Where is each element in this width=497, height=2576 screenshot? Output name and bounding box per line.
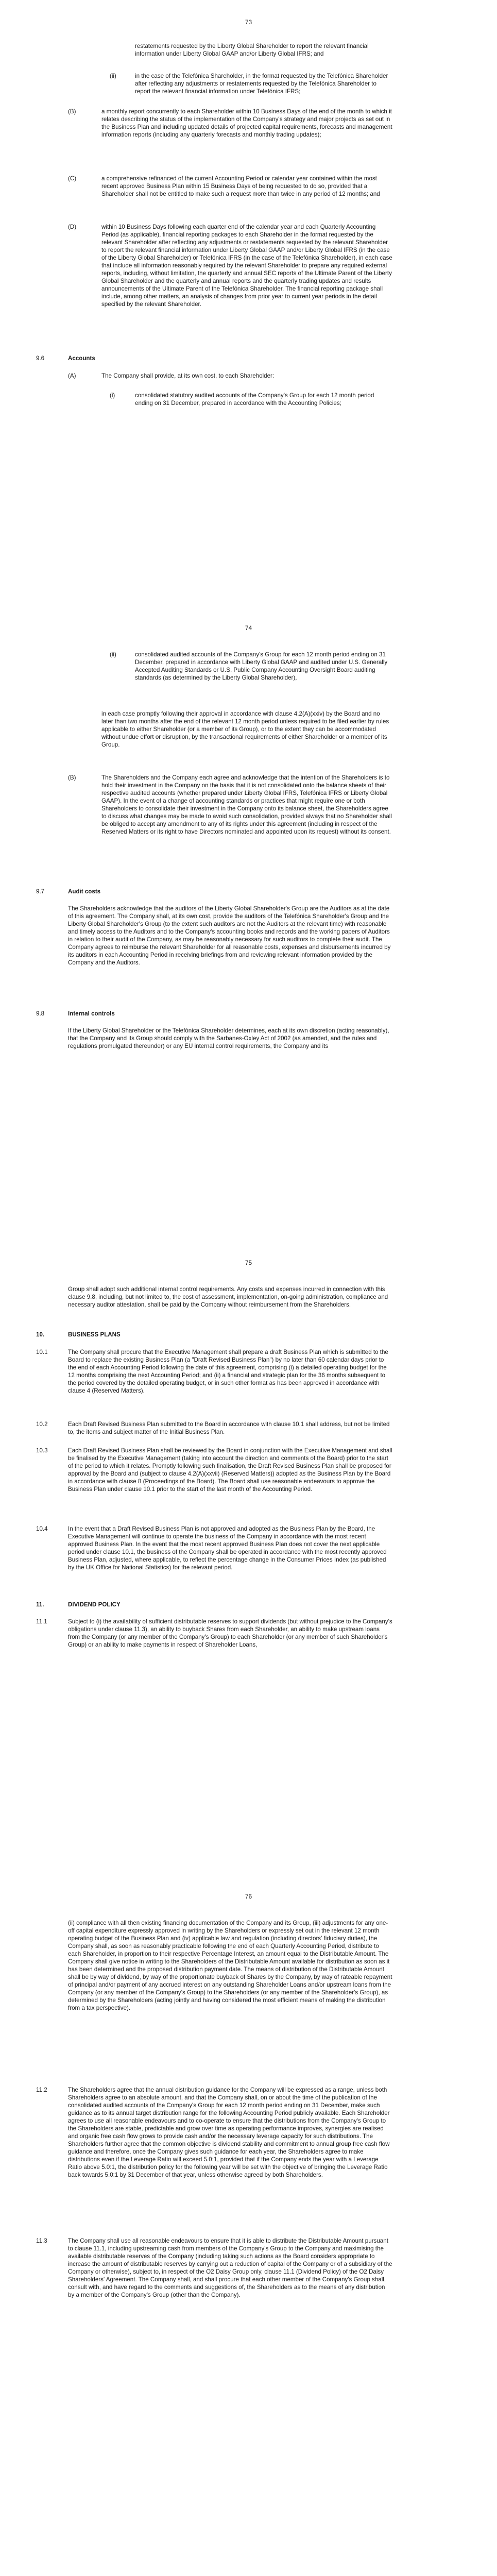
clause-10-2: Each Draft Revised Business Plan submitted to the Board in accordance with clause 10.1 shall address, but not be limited to, the items and subject matter of the Initial Business Plan. <box>68 1421 390 1435</box>
clause-9-7-text: The Shareholders acknowledge that the auditors of the Liberty Global Shareholder's Group are the Auditors as at the date of this agreement. The Company shall, at its own cost, provide the auditors of the Telefónica Shareholder's Group and the Liberty Global Shareholder's Group (to the extent such auditors are not the Auditors at the relevant time) with reasonable and timely access to the Auditors and to the Company's accounting books and records and the working papers of Auditors in relation to their audit of the Company, as may be reasonably necessary for such auditors to complete their audit. The Company agrees to reimburse the relevant Shareholder for all reasonable costs, expenses and disbursements incurred by its auditors in each Accounting Period in receiving briefings from and reviewing relevant information provided by the Company and the Auditors. <box>68 905 391 966</box>
clause-label: (B) <box>68 108 76 115</box>
clause-9-5-a-ii: in the case of the Telefónica Shareholder, in the format requested by the Telefónica Shareholder after reflecting any adjustments or restatements requested by the Telefónica Shareholder to report the relevant financial information under Telefónica IFRS; <box>135 73 388 95</box>
clause-11-3: The Company shall use all reasonable endeavours to ensure that it is able to distribute the Distributable Amount pursuant to clause 11.1, including upstreaming cash from members of the Company's Group to the Company and maximising the available distributable reserves of the Company (including taking such actions as the Board considers appropriate to increase the amount of distributable reserves by carrying out a reduction of capital of the Company or of a subsidiary of the Company or otherwise), subject to, in respect of the O2 Daisy Group only, clause 11.1 (Dividend Policy) of the O2 Daisy Shareholders' Agreement. The Company shall, and shall procure that each other member of the Company's Group shall, consult with, and have regard to the comments and suggestions of, the Shareholders as to the means of any distribution by a member of the Company's Group (other than the Company). <box>68 2238 392 2298</box>
clause-9-5-b: a monthly report concurrently to each Shareholder within 10 Business Days of the end of the month to which it relates describing the status of the implementation of the Company's strategy and major projects as set out in the Business Plan and including updated details of projected capital requirements, forecasts and management information reports (including any quarterly forecasts and monthly trading updates); <box>101 108 392 138</box>
clause-11-2: The Shareholders agree that the annual distribution guidance for the Company will be expressed as a range, unless both Shareholders agree to an absolute amount, and that the Company shall, on or about the time of the publication of the consolidated audited accounts of the Company's Group for each 12 month period ending on 31 December, make such guidance as to its annual target distribution range for the following Accounting Period publicly available. Each Shareholder agrees to use all reasonable endeavours and to co-operate to ensure that the distributions from the Company's Group to the Shareholders are stable, predictable and grow over time as operating performance improves, synergies are realised and organic free cash flow grows to provide cash and/or the necessary leverage capacity for such distributions. The Shareholders further agree that the common objective is dividend stability and commitment to annual group free cash flow guidance and therefore, once the Company gives such guidance for each year, the Shareholders agree to make distributions even if the Leverage Ratio will exceed 5.0:1, provided that if the Company ends the year with a Leverage Ratio above 5.0:1, the distribution policy for the following year will be set with the objective of bringing the Leverage Ratio back towards 5.0:1 by 31 December of that year, unless otherwise agreed by both Shareholders. <box>68 2087 390 2178</box>
section-number: 9.7 <box>36 888 45 895</box>
clause-number: 10.2 <box>36 1421 48 1428</box>
section-heading: DIVIDEND POLICY <box>68 1601 121 1608</box>
clause-9-6-b: The Shareholders and the Company each agree and acknowledge that the intention of the Shareholders is to hold their investment in the Company on the basis that it is not consolidated onto the balance sheets of their respective audited accounts (whether prepared under Liberty Global IFRS, Telefónica IFRS or Liberty Global GAAP). In the event of a change of accounting standards or practices that might require one or both Shareholders to consolidate their investment in the Company onto its balance sheet, the Shareholders agree to discuss what changes may be made to avoid such consolidation, provided always that no Shareholder shall be obliged to accept any amendment to any of its rights under this agreement (including in respect of the Reserved Matters or its right to have Directors nominated and appointed upon its request) without its consent. <box>101 774 392 835</box>
clause-9-6-a-after: in each case promptly following their approval in accordance with clause 4.2(A)(xxiv) by the Board and no later than two months after the end of the relevant 12 month period unless required to be filed earlier by rules applicable to either Shareholder (or a member of its Group), or to the extent they can be accommodated without undue effort or disruption, by the transactional requirements of either Shareholder or a member of its Group. <box>101 710 389 748</box>
section-number: 10. <box>36 1331 45 1338</box>
clause-number: 10.1 <box>36 1349 48 1355</box>
clause-9-5-a-i-tail: restatements requested by the Liberty Global Shareholder to report the relevant financial information under Liberty Global GAAP and/or Liberty Global IFRS; and <box>135 43 369 57</box>
clause-number: 10.3 <box>36 1447 48 1454</box>
clause-10-3: Each Draft Revised Business Plan shall be reviewed by the Board in conjunction with the Executive Management and shall be finalised by the Executive Management (taking into account the direction and comments of the Board) prior to the start of the period to which it relates. Promptly following such finalisation, the Draft Revised Business Plan shall be proposed for approval by the Board and (subject to clause 4.2(A)(xxvii) (Reserved Matters)) adopted as the Business Plan by the Board in accordance with clause 8 (Proceedings of the Board). The Board shall use reasonable endeavours to approve the Business Plan under clause 10.1 prior to the start of the last month of the Accounting Period. <box>68 1447 392 1493</box>
section-number: 9.8 <box>36 1010 45 1017</box>
clause-number: 11.1 <box>36 1618 47 1625</box>
clause-11-1-continued: (ii) compliance with all then existing financing documentation of the Company and its Group, (iii) adjustments for any one-off capital expenditure expressly approved in writing by the Shareholders or expressly set out in the relevant 12 month operating budget of the Business Plan and (iv) applicable law and regulation (including directors' fiduciary duties), the Company shall, as soon as reasonably practicable following the end of each Quarterly Accounting Period, distribute to each Shareholder, in proportion to their respective Percentage Interest, an amount equal to the Distributable Amount. The Company shall give notice in writing to the Shareholders of the Distributable Amount available for distribution as soon as it has been determined and the proposed distribution payment date. The means of distribution of the Distributable Amount shall be by way of dividend, by way of the proportionate buyback of Shares by the Company, by way of rateable repayment of principal and/or payment of any accrued interest on any outstanding Shareholder Loans and/or upstream loans from the Company (or any member of the Company's Group) to the Shareholders (or any member of the Shareholder's Group), as determined by the Shareholders (acting jointly and having considered the most efficient means of making the distribution from a tax perspective). <box>68 1920 392 2011</box>
clause-9-5-c: a comprehensive refinanced of the current Accounting Period or calendar year contained within the most recent approved Business Plan within 15 Business Days of being requested to do so, provided that a Shareholder shall not be entitled to make such a request more than twice in any period of 12 months; and <box>101 175 380 197</box>
section-heading: BUSINESS PLANS <box>68 1331 121 1338</box>
section-heading: Audit costs <box>68 888 101 895</box>
section-heading: Internal controls <box>68 1010 115 1017</box>
section-number: 9.6 <box>36 355 45 362</box>
clause-number: 11.3 <box>36 2238 47 2244</box>
clause-number: 11.2 <box>36 2087 47 2093</box>
clause-9-8-text: If the Liberty Global Shareholder or the Telefónica Shareholder determines, each at its own discretion (acting reasonably), that the Company and its Group should comply with the Sarbanes-Oxley Act of 2002 (as amended, and the rules and regulations promulgated thereunder) or any EU internal control requirements, the Company and its <box>68 1027 389 1049</box>
clause-label: (B) <box>68 774 76 781</box>
clause-11-1: Subject to (i) the availability of sufficient distributable reserves to support dividends (but without prejudice to the Company's obligations under clause 11.3), an ability to buyback Shares from each Shareholder, an ability to make upstream loans from the Company (or any member of the Company's Group) to each Shareholder (or any member of such Shareholder's Group) or an ability to make payments in respect of Shareholder Loans, <box>68 1618 392 1648</box>
clause-label: (ii) <box>110 73 116 79</box>
clause-9-6-a-i: consolidated statutory audited accounts of the Company's Group for each 12 month period ending on 31 December, prepared in accordance with the Accounting Policies; <box>135 392 374 406</box>
clause-9-6-a-ii: consolidated audited accounts of the Company's Group for each 12 month period ending on 31 December, prepared in accordance with Liberty Global GAAP and audited under U.S. Generally Accepted Auditing Standards or U.S. Public Company Accounting Oversight Board auditing standards (as determined by the Liberty Global Shareholder), <box>135 651 388 681</box>
clause-label: (C) <box>68 175 77 182</box>
clause-9-6-a: The Company shall provide, at its own cost, to each Shareholder: <box>101 372 275 379</box>
clause-10-1: The Company shall procure that the Executive Management shall prepare a draft Business Plan which is submitted to the Board to replace the existing Business Plan (a "Draft Revised Business Plan") by no later than 60 calendar days prior to the end of each Accounting Period following the date of this agreement, comprising (i) a detailed operating budget for the 12 months comprising the next Accounting Period; and (ii) a financial and strategic plan for the 36 months subsequent to the period covered by the detailed operating budget, or in such other format as has been approved in accordance with clause 4 (Reserved Matters). <box>68 1349 388 1394</box>
clause-label: (i) <box>110 392 115 399</box>
clause-label: (ii) <box>110 651 116 658</box>
page-number: 75 <box>245 1259 252 1266</box>
clause-9-8-continued: Group shall adopt such additional internal control requirements. Any costs and expenses incurred in connection with this clause 9.8, including, but not limited to, the cost of assessment, implementation, on-going administration, compliance and necessary auditor attestation, shall be paid by the Company without reimbursement from the Shareholders. <box>68 1286 388 1308</box>
page-number: 76 <box>245 1893 252 1900</box>
section-number: 11. <box>36 1601 44 1608</box>
clause-label: (A) <box>68 372 76 379</box>
clause-number: 10.4 <box>36 1526 48 1532</box>
clause-10-4: In the event that a Draft Revised Business Plan is not approved and adopted as the Business Plan by the Board, the Executive Management will continue to operate the business of the Company in accordance with the most recent approved Business Plan. In the event that the most recent approved Business Plan does not cover the next applicable period under clause 10.1, the business of the Company shall be operated in accordance with the most recently approved Business Plan, adjusted, where applicable, to reflect the percentage change in the Consumer Prices Index (as published by the UK Office for National Statistics) for the relevant period. <box>68 1526 387 1571</box>
page-number: 73 <box>245 19 252 26</box>
section-heading: Accounts <box>68 355 95 362</box>
clause-9-5-d: within 10 Business Days following each quarter end of the calendar year and each Quarterly Accounting Period (as applicable), financial reporting packages to each Shareholder in the format requested by the relevant Shareholder after reflecting any adjustments or restatements requested by the relevant Shareholder to report the relevant financial information under Liberty Global GAAP and/or Liberty Global IFRS (in the case of the Liberty Global Shareholder) or Telefónica IFRS (in the case of the Telefónica Shareholder), in each case that include all information reasonably required by the relevant Shareholder to prepare any required external reports, including, without limitation, the quarterly and annual SEC reports of the Ultimate Parent of the Liberty Global Shareholder and the quarterly and annual reports and the quarterly trading updates and results announcements of the Ultimate Parent of the Telefónica Shareholder. The financial reporting package shall include, among other matters, an analysis of changes from prior year to current year periods in the detail specified by the relevant Shareholder. <box>101 224 392 308</box>
clause-label: (D) <box>68 224 77 230</box>
page-number: 74 <box>245 624 252 632</box>
